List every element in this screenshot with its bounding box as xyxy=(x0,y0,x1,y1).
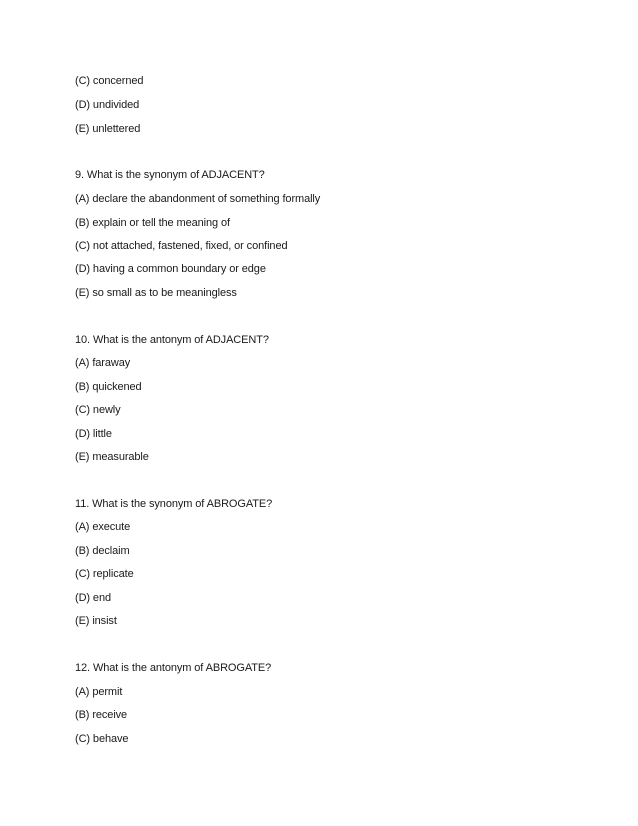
q12-option-a: (A) permit xyxy=(75,686,123,698)
q10-option-e: (E) measurable xyxy=(75,451,149,463)
option-c-concerned: (C) concerned xyxy=(75,75,144,87)
q11-option-c: (C) replicate xyxy=(75,568,134,580)
option-e-unlettered: (E) unlettered xyxy=(75,123,141,135)
q12-option-b: (B) receive xyxy=(75,709,128,721)
q10-option-a: (A) faraway xyxy=(75,357,131,369)
q11-option-a: (A) execute xyxy=(75,521,131,533)
question-12: 12. What is the antonym of ABROGATE? xyxy=(75,662,272,674)
q11-option-b: (B) declaim xyxy=(75,545,130,557)
q9-option-d: (D) having a common boundary or edge xyxy=(75,263,266,275)
option-d-undivided: (D) undivided xyxy=(75,99,140,111)
question-10: 10. What is the antonym of ADJACENT? xyxy=(75,334,269,346)
question-9: 9. What is the synonym of ADJACENT? xyxy=(75,169,265,181)
q10-option-c: (C) newly xyxy=(75,404,121,416)
question-11: 11. What is the synonym of ABROGATE? xyxy=(75,498,273,510)
q12-option-c: (C) behave xyxy=(75,733,129,745)
q10-option-b: (B) quickened xyxy=(75,381,142,393)
q11-option-d: (D) end xyxy=(75,592,111,604)
q9-option-a: (A) declare the abandonment of something formally xyxy=(75,193,321,205)
q9-option-e: (E) so small as to be meaningless xyxy=(75,287,237,299)
q11-option-e: (E) insist xyxy=(75,615,117,627)
q10-option-d: (D) little xyxy=(75,428,112,440)
q9-option-b: (B) explain or tell the meaning of xyxy=(75,217,230,229)
q9-option-c: (C) not attached, fastened, fixed, or confined xyxy=(75,240,288,252)
